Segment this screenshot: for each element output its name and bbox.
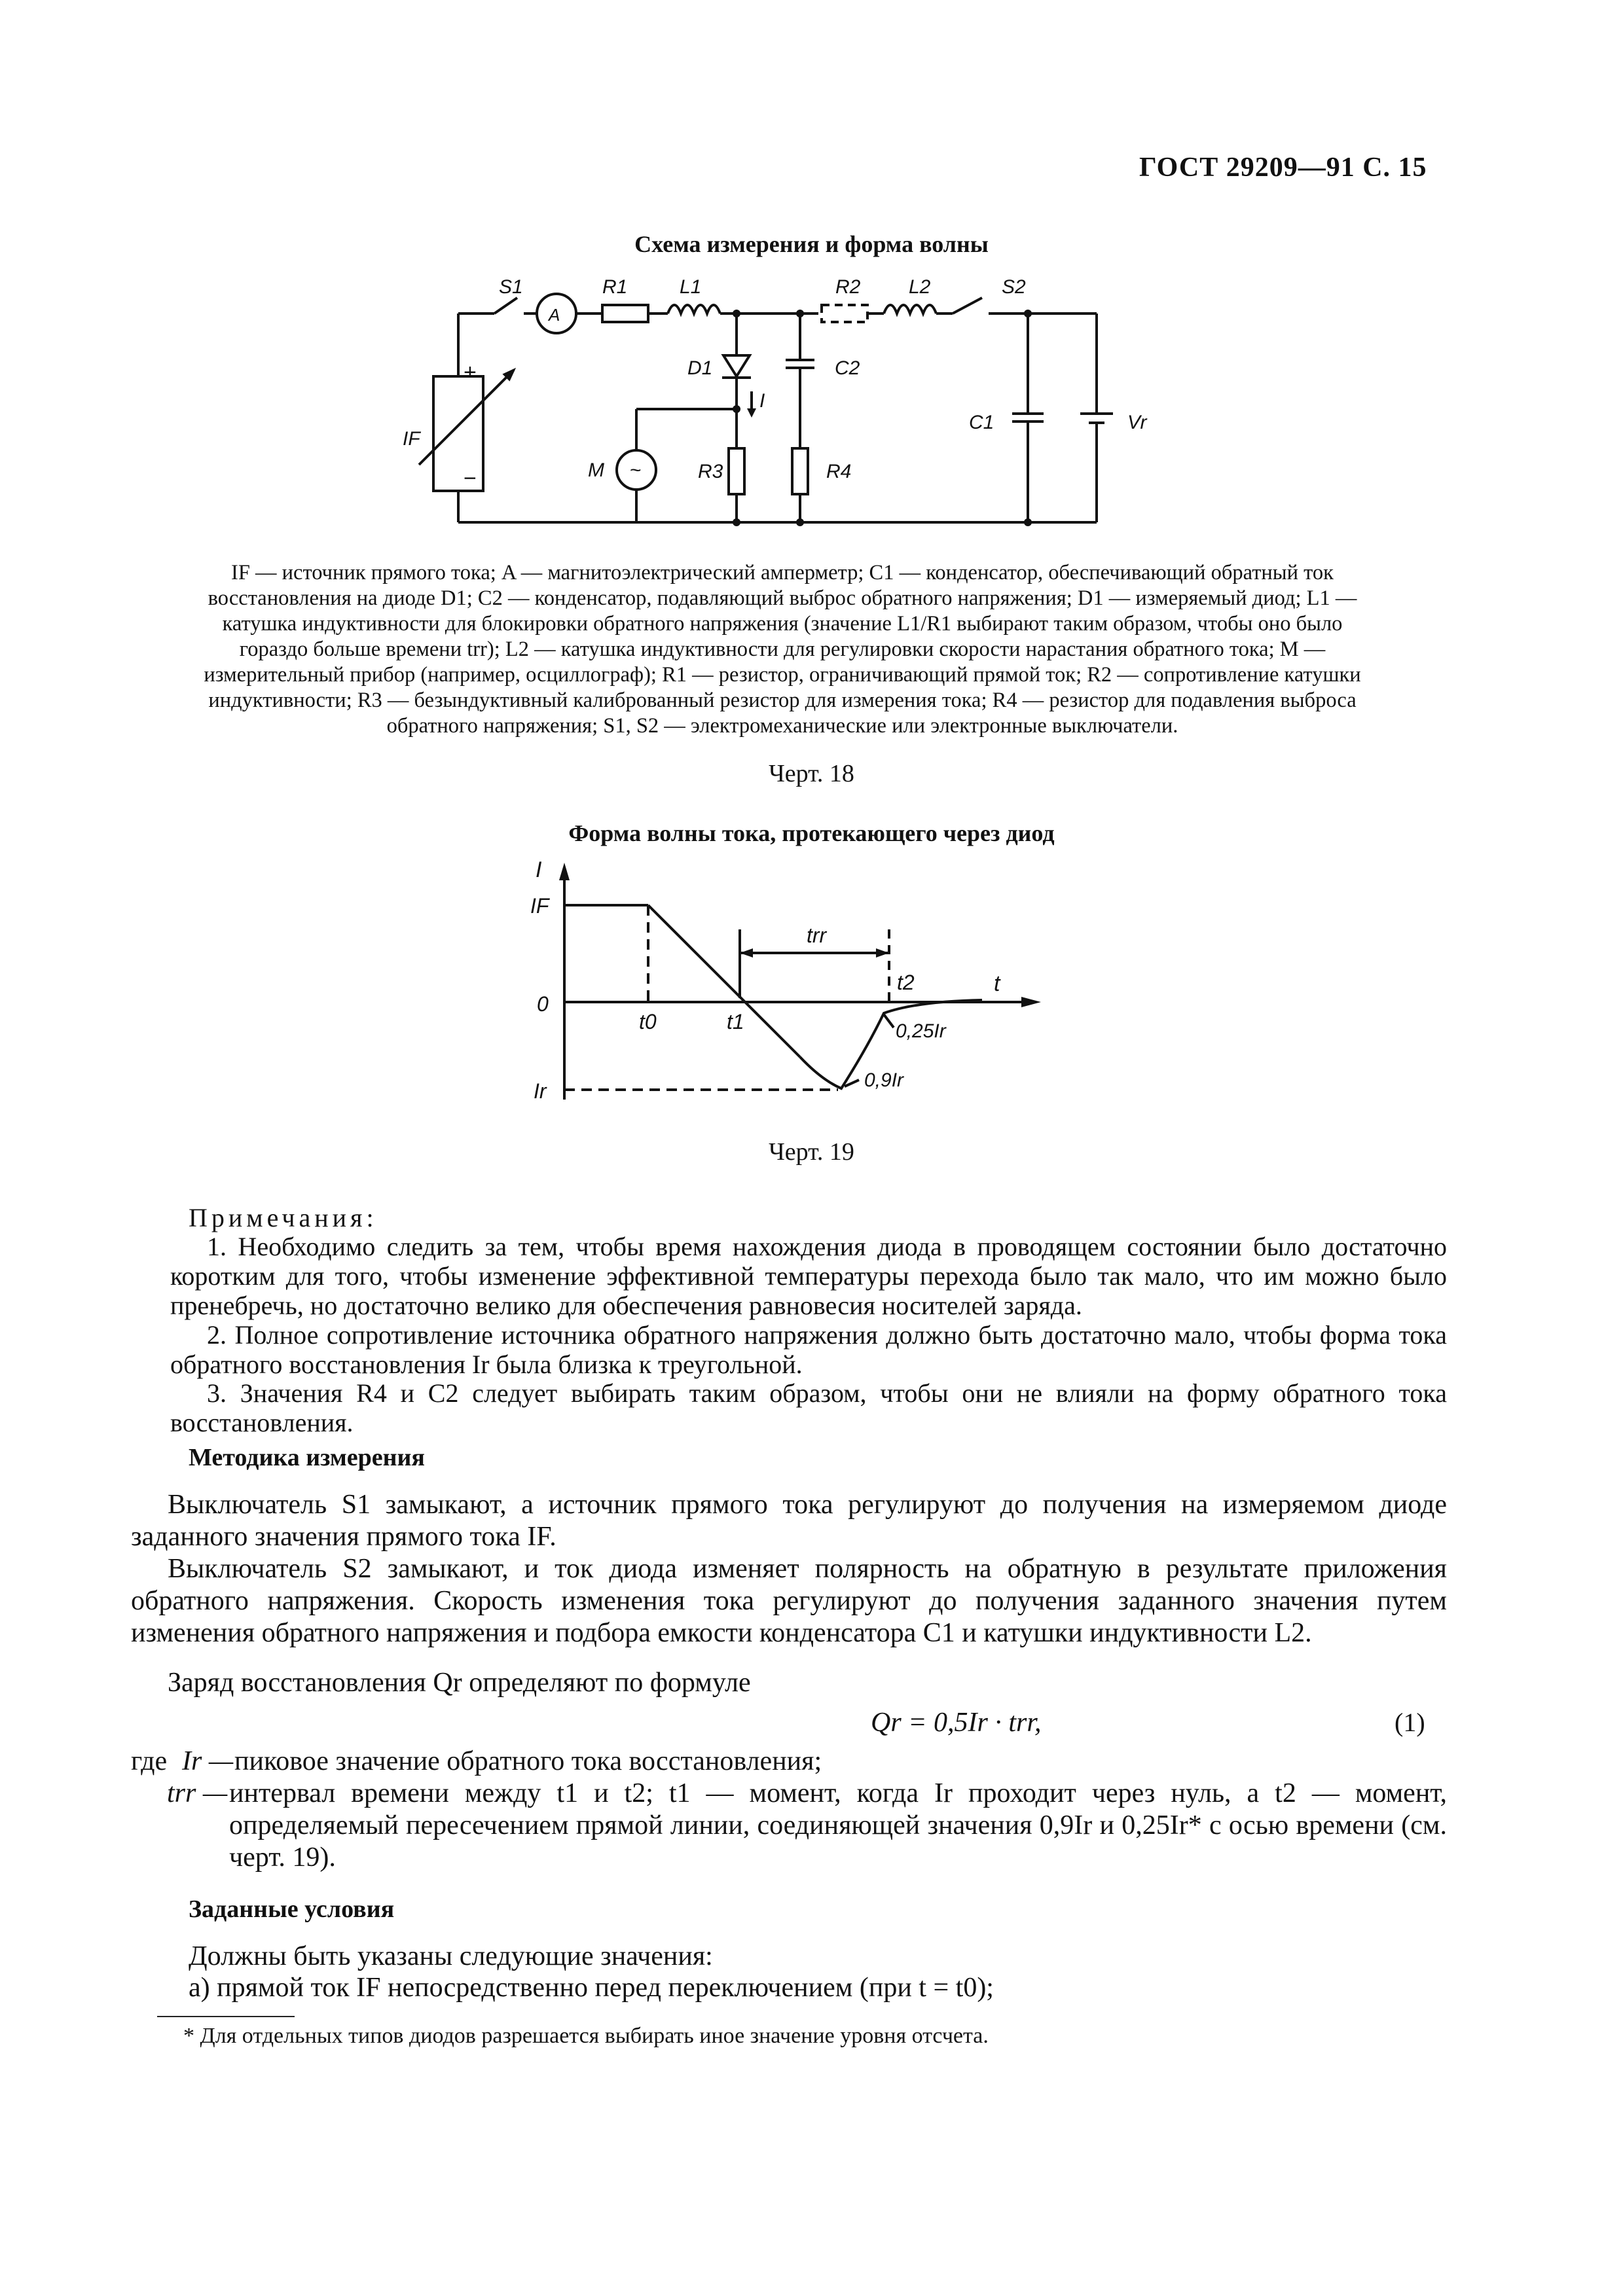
label-plus: + xyxy=(464,360,477,385)
wave-label-IF: IF xyxy=(530,894,549,918)
wave-label-I: I xyxy=(536,857,542,882)
footnote-rule xyxy=(157,2016,295,2017)
wave-label-t1: t1 xyxy=(727,1010,744,1033)
label-R1: R1 xyxy=(602,276,628,298)
label-Vr: Vr xyxy=(1127,412,1147,433)
method-heading: Методика измерения xyxy=(189,1444,425,1471)
legend-line: восстановления на диоде D1; C2 — конденсатор, подавляющий выброс обратного напряжения; D1 — измеряемый диод; L1 — xyxy=(208,586,1357,610)
figure2-title: Форма волны тока, протекающего через диод xyxy=(568,820,1055,846)
legend-line: измерительный прибор (например, осциллограф); R1 — резистор, ограничивающий прямой ток; R2 — сопротивление катушки xyxy=(204,663,1361,687)
method-paragraph-1: Выключатель S1 замыкают, а источник прямого тока регулируют до получения на измеряемом диоде заданного значения прямого тока IF. xyxy=(131,1490,1447,1552)
wave-label-t2: t2 xyxy=(897,971,915,994)
label-I: I xyxy=(759,390,765,412)
figure1-title: Схема измерения и форма волны xyxy=(634,231,989,257)
label-C1: C1 xyxy=(969,412,994,433)
legend-line: гораздо больше времени trr); L2 — катушка индуктивности для регулировки скорости нарастания обратного тока; M — xyxy=(239,637,1326,661)
label-tilde: ~ xyxy=(630,459,642,481)
label-IF: IF xyxy=(403,428,420,450)
label-R4: R4 xyxy=(826,461,852,482)
formula-number: (1) xyxy=(1395,1708,1425,1737)
note-2: 2. Полное сопротивление источника обратного напряжения должно быть достаточно мало, чтобы форма тока обратного восстановления Ir была близка к треугольной. xyxy=(170,1320,1447,1379)
note-3: 3. Значения R4 и C2 следует выбирать таким образом, чтобы они не влияли на форму обратного тока восстановления. xyxy=(170,1378,1447,1437)
label-R3: R3 xyxy=(698,461,723,482)
wave-label-09Ir: 0,9Ir xyxy=(864,1069,904,1091)
label-C2: C2 xyxy=(835,357,860,379)
waveform-diagram xyxy=(511,851,1054,1113)
label-L1: L1 xyxy=(680,276,702,298)
formula: Qr = 0,5Ir · trr, xyxy=(871,1708,1042,1738)
label-D1: D1 xyxy=(687,357,713,379)
wave-label-zero: 0 xyxy=(537,992,549,1016)
wave-label-Ir: Ir xyxy=(534,1079,547,1103)
page-header: ГОСТ 29209—91 С. 15 xyxy=(1139,152,1427,183)
def1-text: пиковое значение обратного тока восстановления; xyxy=(234,1746,822,1776)
method-paragraph-3: Заряд восстановления Qr определяют по формуле xyxy=(168,1668,751,1698)
notes-heading: Примечания: xyxy=(189,1203,378,1232)
def2-term: trr — xyxy=(167,1778,228,1808)
circuit-diagram xyxy=(367,262,1192,543)
legend-line: обратного напряжения; S1, S2 — электромеханические или электронные выключатели. xyxy=(386,714,1178,738)
method-paragraph-2: Выключатель S2 замыкают, и ток диода изменяет полярность на обратную в результате приложения обратного напряжения. Скорость изменения тока регулируют до получения заданного значения путем изменения обратного напряжения и подбора емкости конденсатора C1 и катушки индуктивности L2. xyxy=(131,1554,1447,1648)
footnote: * Для отдельных типов диодов разрешается выбирать иное значение уровня отсчета. xyxy=(183,2024,989,2048)
conditions-paragraph: Должны быть указаны следующие значения: xyxy=(189,1941,713,1971)
def2-text: интервал времени между t1 и t2; t1 — момент, когда Ir проходит через нуль, а t2 — момент, определяемый пересечением прямой линии, соединяющей значения 0,9Ir и 0,25Ir* с осью времени (см. черт. 19). xyxy=(229,1778,1447,1873)
wave-label-025Ir: 0,25Ir xyxy=(896,1020,946,1042)
label-S2: S2 xyxy=(1002,276,1026,298)
label-A: A xyxy=(549,305,560,325)
conditions-item-a: а) прямой ток IF непосредственно перед переключением (при t = t0); xyxy=(189,1973,994,2003)
where-word: где xyxy=(131,1746,168,1776)
figure1-legend xyxy=(118,560,1447,739)
figure2-caption: Черт. 19 xyxy=(769,1138,854,1166)
figure1-caption: Черт. 18 xyxy=(769,760,854,787)
legend-line: IF — источник прямого тока; A — магнитоэлектрический амперметр; C1 — конденсатор, обеспечивающий обратный ток xyxy=(231,561,1334,584)
legend-line: катушка индуктивности для блокировки обратного напряжения (значение L1/R1 выбирают таким образом, чтобы оно было xyxy=(222,612,1343,636)
label-R2: R2 xyxy=(835,276,861,298)
wave-label-trr: trr xyxy=(807,924,827,947)
legend-line: индуктивности; R3 — безындуктивный калиброванный резистор для измерения тока; R4 — резистор для подавления выброса xyxy=(208,689,1357,712)
label-M: M xyxy=(588,459,604,481)
wave-label-t: t xyxy=(994,971,1000,996)
label-S1: S1 xyxy=(499,276,523,298)
def1-term: Ir — xyxy=(182,1746,234,1776)
wave-label-t0: t0 xyxy=(639,1010,657,1033)
label-L2: L2 xyxy=(909,276,931,298)
label-minus: − xyxy=(464,466,477,491)
conditions-heading: Заданные условия xyxy=(189,1895,395,1923)
note-1: 1. Необходимо следить за тем, чтобы время нахождения диода в проводящем состоянии было достаточно коротким для того, чтобы изменение эффективной температуры перехода было так мало, что им можно было пренебречь, но достаточно велико для обеспечения равновесия носителей заряда. xyxy=(170,1232,1447,1320)
